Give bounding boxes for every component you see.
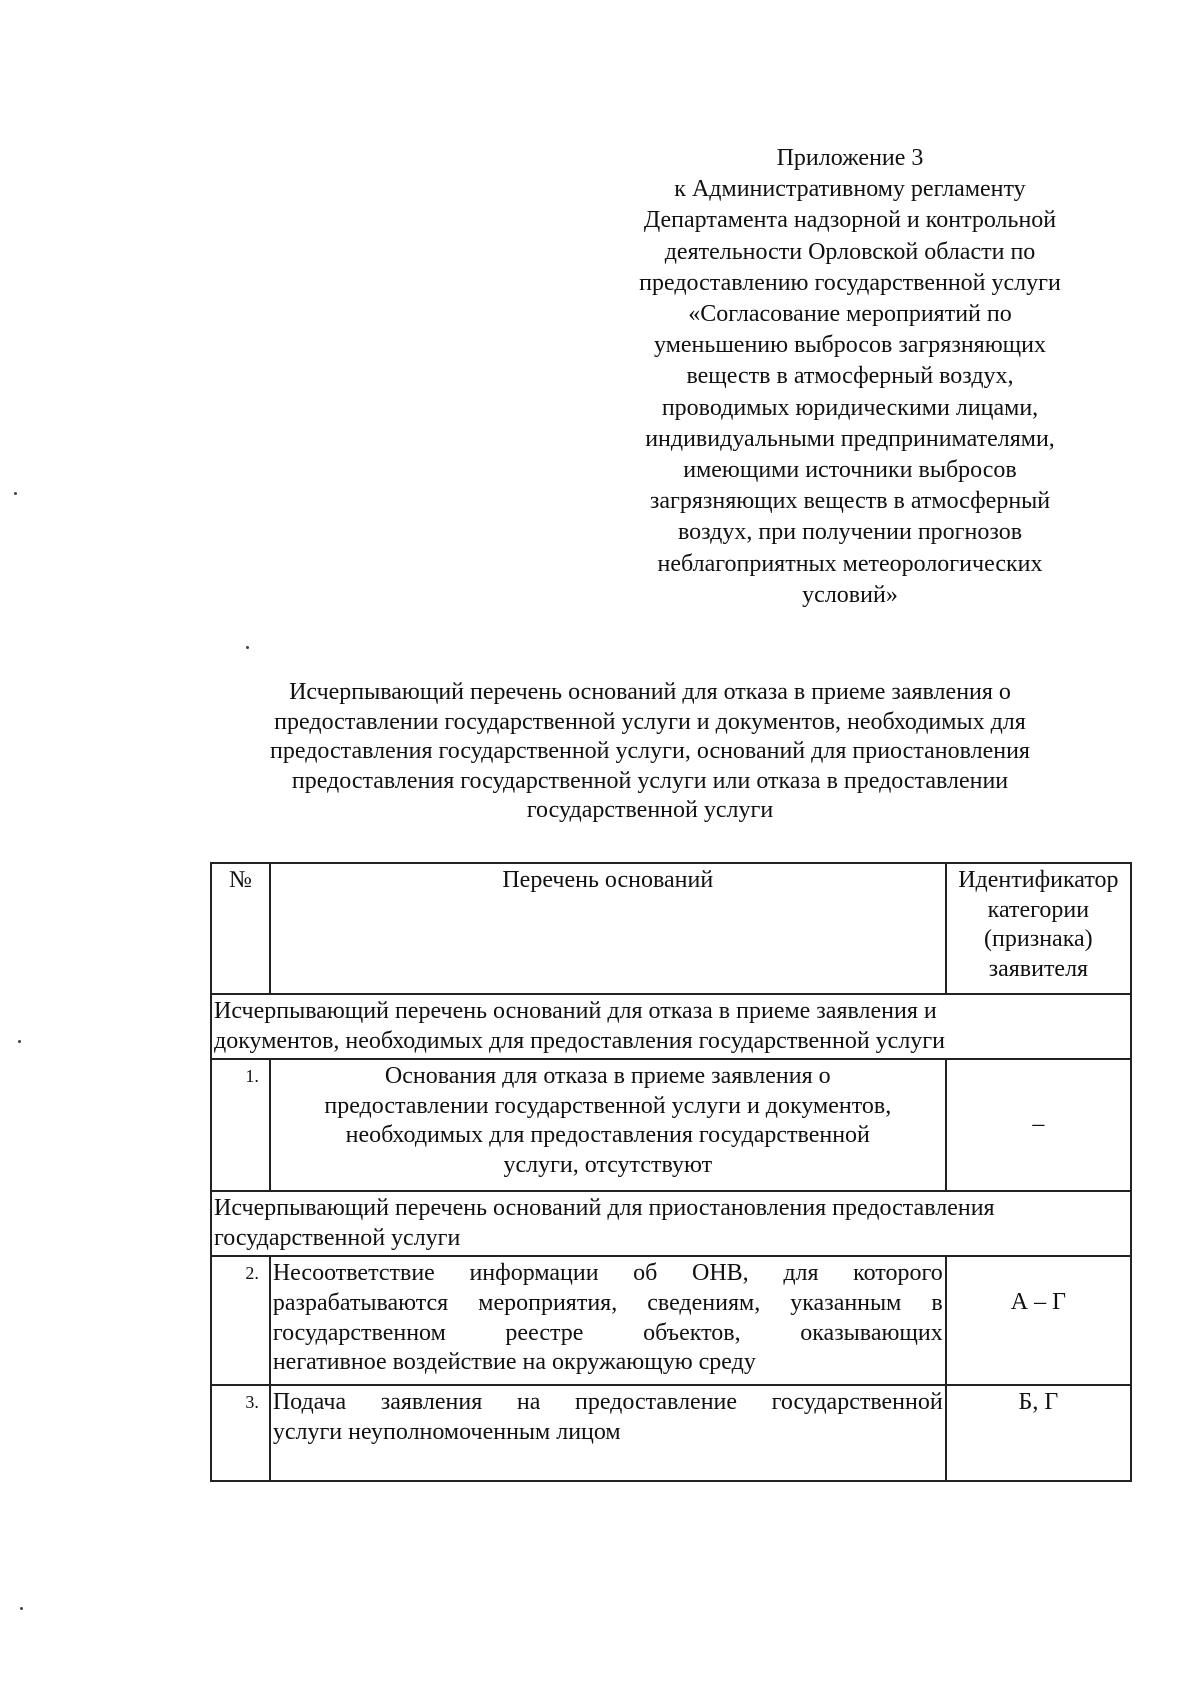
scan-speck — [20, 1607, 23, 1610]
row-text-line: разрабатываются мероприятия, сведениям, указанным в — [272, 1289, 943, 1316]
section-line: государственной услуги — [214, 1224, 461, 1251]
appendix-line: воздух, при получении прогнозов — [677, 519, 1023, 546]
row-text-line: услуги, отсутствуют — [503, 1151, 713, 1178]
row-grounds-cell — [270, 1385, 946, 1481]
section-line: Исчерпывающий перечень оснований для приостановления предоставления — [214, 1195, 995, 1222]
appendix-line: веществ в атмосферный воздух, — [686, 363, 1014, 390]
section-line: документов, необходимых для предоставления государственной услуги — [214, 1027, 945, 1054]
scan-speck — [246, 646, 249, 649]
scan-speck — [18, 1040, 21, 1043]
row-text-line: государственном реестре объектов, оказывающих — [272, 1319, 943, 1346]
appendix-line: деятельности Орловской области по — [664, 238, 1036, 265]
row-identifier-text: А – Г — [1010, 1289, 1066, 1316]
row-text-line: необходимых для предоставления государственной — [345, 1122, 870, 1149]
row-text-line: услуги неуполномоченным лицом — [272, 1418, 621, 1445]
title-line: государственной услуги — [526, 797, 774, 824]
header-identifier-line: заявителя — [988, 955, 1089, 982]
appendix-line: предоставлению государственной услуги — [639, 269, 1061, 296]
appendix-line: «Согласование мероприятий по — [688, 301, 1012, 328]
row-identifier-cell — [946, 1256, 1131, 1385]
document-title — [200, 678, 1100, 826]
title-line: предоставления государственной услуги или отказа в предоставлении — [291, 767, 1009, 794]
appendix-line: уменьшению выбросов загрязняющих — [654, 332, 1046, 359]
row-identifier-cell: Б, Г — [946, 1385, 1131, 1481]
row-num-cell: 2. — [211, 1256, 270, 1385]
scan-speck — [14, 492, 17, 495]
appendix-line: индивидуальными предпринимателями, — [645, 425, 1055, 452]
title-line: предоставления государственной услуги, оснований для приостановления — [270, 738, 1030, 765]
row-identifier-cell: – — [946, 1059, 1131, 1191]
row-text-line: Подача заявления на предоставление государственной — [272, 1389, 943, 1416]
header-grounds-cell: Перечень оснований — [270, 863, 946, 994]
row-text-line: Основания для отказа в приеме заявления о — [384, 1063, 831, 1090]
table-row — [211, 1385, 1131, 1481]
row-grounds-cell — [270, 1059, 946, 1191]
appendix-line: загрязняющих веществ в атмосферный — [649, 488, 1051, 515]
row-num-cell: 1. — [211, 1059, 270, 1191]
appendix-line: Департамента надзорной и контрольной — [643, 207, 1057, 234]
appendix-line: проводимых юридическими лицами, — [661, 394, 1039, 421]
appendix-header — [600, 143, 1100, 611]
row-text-line: негативное воздействие на окружающую среду — [272, 1349, 756, 1376]
appendix-line: неблагоприятных метеорологических — [657, 550, 1043, 577]
row-grounds-cell — [270, 1256, 946, 1385]
table-header-row — [211, 863, 1131, 994]
section-refusal-row — [211, 994, 1131, 1059]
appendix-line: к Административному регламенту — [674, 176, 1026, 203]
section-line: Исчерпывающий перечень оснований для отказа в приеме заявления и — [214, 998, 937, 1024]
appendix-line: имеющими источники выбросов — [683, 457, 1017, 484]
grounds-table — [210, 862, 1132, 1482]
header-identifier-line: (признака) — [984, 926, 1093, 953]
table-row — [211, 1256, 1131, 1385]
appendix-line: Приложение 3 — [776, 145, 924, 171]
appendix-line: условий» — [802, 581, 898, 608]
section-suspension-row — [211, 1191, 1131, 1256]
row-text-line: предоставлении государственной услуги и документов, — [324, 1092, 892, 1119]
header-num-cell: № — [211, 863, 270, 994]
header-identifier-cell — [946, 863, 1131, 994]
section-refusal-cell — [211, 994, 1131, 1059]
row-num-cell: 3. — [211, 1385, 270, 1481]
table-row — [211, 1059, 1131, 1191]
title-line: предоставлении государственной услуги и документов, необходимых для — [274, 708, 1026, 735]
row-text-line: Несоответствие информации об ОНВ, для которого — [272, 1260, 943, 1287]
title-line: Исчерпывающий перечень оснований для отказа в приеме заявления о — [289, 679, 1011, 705]
header-identifier-line: Идентификатор — [958, 867, 1119, 893]
header-identifier-line: категории — [987, 896, 1090, 923]
section-suspension-cell — [211, 1191, 1131, 1256]
